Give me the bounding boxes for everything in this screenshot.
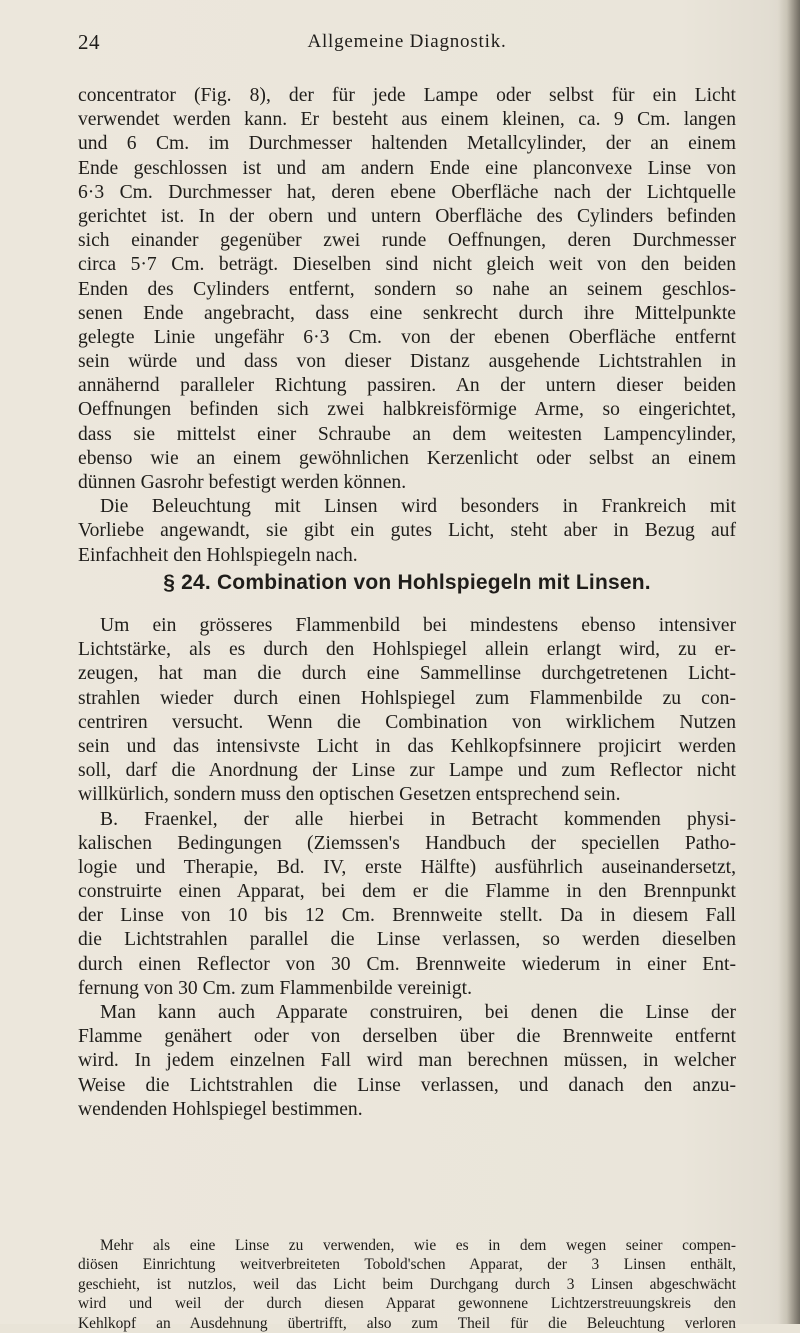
text-line: centriren versucht. Wenn die Combination von wirklichem Nutzen [78,711,736,733]
section-heading: § 24. Combination von Hohlspiegeln mit Linsen. [163,571,651,594]
paragraph-1 [78,84,736,495]
small-print-note [78,1236,736,1333]
text-line: dünnen Gasrohr befestigt werden können. [78,472,407,493]
text-line: willkürlich, sondern muss den optischen Gesetzen entsprechend sein. [78,784,621,806]
text-line: Vorliebe angewandt, sie gibt ein gutes Licht, steht aber in Bezug auf [78,520,736,542]
page-header [78,30,736,62]
text-line: fernung von 30 Cm. zum Flammenbilde vereinigt. [78,977,472,999]
text-line: strahlen wieder durch einen Hohlspiegel zum Flammenbilde zu con- [78,687,736,709]
text-line: und 6 Cm. im Durchmesser haltenden Metallcylinder, der an einem [78,133,736,155]
paragraph-4 [78,808,736,1002]
small-text-line: Mehr als eine Linse zu verwenden, wie es in dem wegen seiner compen- [100,1237,736,1254]
text-line: Flamme genähert oder von derselben über die Brennweite entfernt [78,1026,736,1048]
text-line: annähernd paralleler Richtung passiren. An der untern dieser beiden [78,375,736,397]
text-line: sein würde und dass von dieser Distanz ausgehende Lichtstrahlen in [78,351,736,373]
text-line: der Linse von 10 bis 12 Cm. Brennweite stellt. Da in diesem Fall [78,905,736,927]
small-text-line: geschieht, ist nutzlos, weil das Licht beim Durchgang durch 3 Linsen abgeschwächt [78,1275,736,1293]
text-line: soll, darf die Anordnung der Linse zur Lampe und zum Reflector nicht [78,760,736,782]
text-line: die Lichtstrahlen parallel die Linse verlassen, so werden dieselben [78,929,736,951]
body-text-top [78,84,736,568]
small-text-line: diösen Einrichtung weitverbreiteten Tobold'schen Apparat, der 3 Linsen enthält, [78,1256,736,1274]
text-line: durch einen Reflector von 30 Cm. Brennweite wiederum in einer Ent- [78,953,736,975]
text-line: sein und das intensivste Licht in das Kehlkopfsinnere projicirt werden [78,735,736,757]
text-line: construirte einen Apparat, bei dem er die Flamme in den Brennpunkt [78,881,736,903]
text-line: verwendet werden kann. Er besteht aus einem kleinen, ca. 9 Cm. langen [78,109,736,131]
text-line: Enden des Cylinders entfernt, sondern so nahe an seinem geschlos- [78,278,736,300]
text-line: kalischen Bedingungen (Ziemssen's Handbuch der speciellen Patho- [78,832,736,854]
text-line: B. Fraenkel, der alle hierbei in Betracht kommenden physi- [100,808,736,830]
text-line: logie und Therapie, Bd. IV, erste Hälfte) ausführlich auseinandersetzt, [78,856,736,878]
page-number: 24 [78,30,100,54]
text-line: circa 5·7 Cm. beträgt. Dieselben sind nicht gleich weit von den beiden [78,254,736,276]
paragraph-3 [78,614,736,808]
small-text-line: Kehlkopf an Ausdehnung übertrifft, also zum Theil für die Beleuchtung verloren [78,1314,736,1332]
text-line: ebenso wie an einem gewöhnlichen Kerzenlicht oder selbst an einem [78,447,736,469]
text-line: Die Beleuchtung mit Linsen wird besonders in Frankreich mit [100,496,736,518]
section-heading-container [78,571,736,601]
text-line: Weise die Lichtstrahlen die Linse verlassen, und danach den anzu- [78,1074,736,1096]
text-line: wendenden Hohlspiegel bestimmen. [78,1098,363,1120]
text-line: zeugen, hat man die durch eine Sammellinse durchgetretenen Licht- [78,663,736,685]
running-title: Allgemeine Diagnostik. [307,31,507,52]
small-text-line: wird und weil der durch diesen Apparat gewonnene Lichtzerstreuungskreis den [78,1295,736,1313]
page-edge-shadow [778,0,800,1324]
text-line: dass sie mittelst einer Schraube an dem weitesten Lampencylinder, [78,423,736,445]
text-line: Ende geschlossen ist und am andern Ende eine planconvexe Linse von [78,157,736,179]
text-line: Einfachheit den Hohlspiegeln nach. [78,544,358,566]
text-line: Um ein grösseres Flammenbild bei mindestens ebenso intensiver [100,615,736,636]
text-line: Man kann auch Apparate construiren, bei denen die Linse der [100,1002,736,1023]
text-line: Oeffnungen befinden sich zwei halbkreisförmige Arme, so eingerichtet, [78,399,736,421]
text-line: gerichtet ist. In der obern und untern Oberfläche des Cylinders befinden [78,205,736,227]
text-line: concentrator (Fig. 8), der für jede Lampe oder selbst für ein Licht [78,85,736,106]
text-line: sich einander gegenüber zwei runde Oeffnungen, deren Durchmesser [78,230,736,252]
text-line: gelegte Linie ungefähr 6·3 Cm. von der ebenen Oberfläche entfernt [78,326,736,348]
paragraph-2 [78,495,736,568]
text-line: 6·3 Cm. Durchmesser hat, deren ebene Oberfläche nach der Lichtquelle [78,181,736,203]
paragraph-5 [78,1001,736,1122]
body-text-bottom [78,614,736,1122]
text-line: senen Ende angebracht, dass eine senkrecht durch ihre Mittelpunkte [78,302,736,324]
text-line: Lichtstärke, als es durch den Hohlspiegel allein erlangt wird, zu er- [78,639,736,661]
text-line: wird. In jedem einzelnen Fall wird man berechnen müssen, in welcher [78,1050,736,1072]
